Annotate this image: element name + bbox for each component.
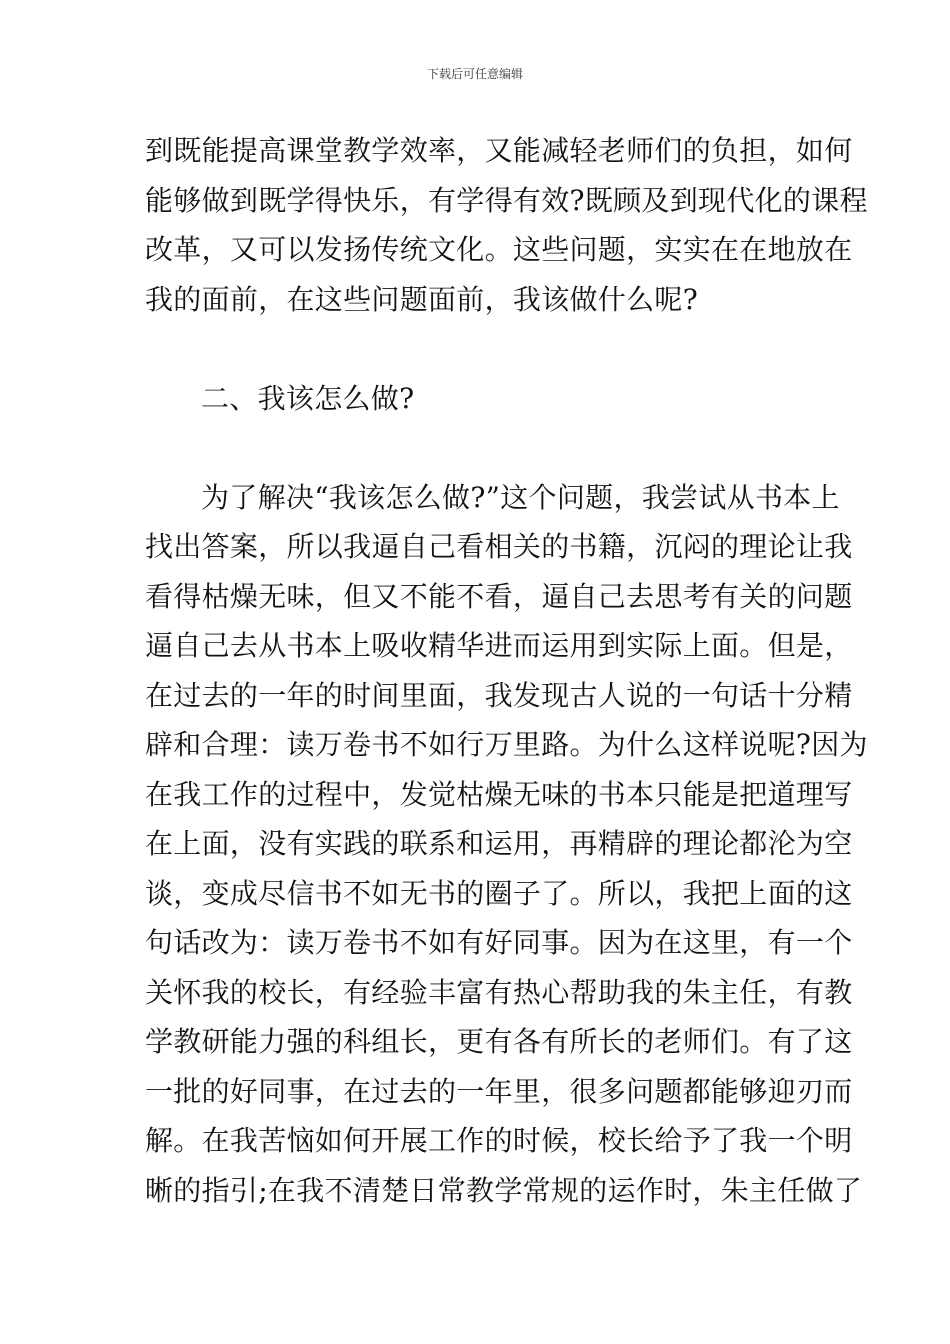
text-line: 晰的指引;在我不清楚日常教学常规的运作时，朱主任做了 xyxy=(145,1173,863,1207)
text-line: 解。在我苦恼如何开展工作的时候，校长给予了我一个明 xyxy=(145,1124,853,1157)
text-line: 看得枯燥无味，但又不能不看，逼自己去思考有关的问题 xyxy=(145,579,853,613)
text-line: 为了解决“我该怎么做?”这个问题，我尝试从书本上 xyxy=(201,480,840,514)
text-line: 学教研能力强的科组长，更有各有所长的老师们。有了这 xyxy=(145,1025,853,1058)
text-line: 能够做到既学得快乐，有学得有效?既顾及到现代化的课程 xyxy=(145,183,868,217)
text-line: 在上面，没有实践的联系和运用，再精辟的理论都沦为空 xyxy=(145,827,853,860)
text-line: 辟和合理：读万卷书不如行万里路。为什么这样说呢?因为 xyxy=(145,728,868,761)
text-line: 句话改为：读万卷书不如有好同事。因为在这里，有一个 xyxy=(145,926,853,959)
text-line: 在过去的一年的时间里面，我发现古人说的一句话十分精 xyxy=(145,678,853,712)
header-note: 下载后可任意编辑 xyxy=(426,67,523,81)
text-line: 一批的好同事，在过去的一年里，很多问题都能够迎刃而 xyxy=(145,1074,853,1108)
text-line: 关怀我的校长，有经验丰富有热心帮助我的朱主任，有教 xyxy=(145,975,853,1009)
text-line: 谈，变成尽信书不如无书的圈子了。所以，我把上面的这 xyxy=(145,876,853,910)
text-line: 到既能提高课堂教学效率，又能减轻老师们的负担，如何 xyxy=(145,134,853,167)
text-line: 找出答案，所以我逼自己看相关的书籍，沉闷的理论让我 xyxy=(145,530,853,563)
text-line: 逼自己去从书本上吸收精华进而运用到实际上面。但是， xyxy=(145,629,853,662)
paragraph-gap xyxy=(145,423,815,473)
section-heading: 二、我该怎么做? xyxy=(201,381,415,415)
document-body xyxy=(145,126,868,1215)
text-line: 我的面前，在这些问题面前，我该做什么呢? xyxy=(145,282,699,316)
text-line: 在我工作的过程中，发觉枯燥无味的书本只能是把道理写 xyxy=(145,777,853,811)
text-line: 改革，又可以发扬传统文化。这些问题，实实在在地放在 xyxy=(145,233,853,266)
paragraph-gap xyxy=(145,324,815,374)
